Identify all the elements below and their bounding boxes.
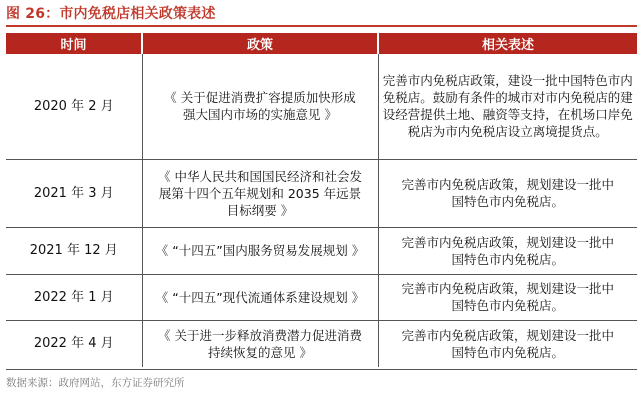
table-header-row [6,33,637,54]
description-cell: 完善市内免税店政策，规划建设一批中国特色市内免税店。 [378,159,637,227]
policy-cell: 《 “十四五”现代流通体系建设规划 》 [142,274,378,320]
time-cell: 2021 年 3 月 [6,159,142,227]
table-row [6,54,637,159]
time-cell: 2022 年 4 月 [6,320,142,367]
source-note: 数据来源：政府网站，东方证券研究所 [6,377,185,389]
policy-cell: 《 关于促进消费扩容提质加快形成强大国内市场的实施意见 》 [142,54,378,159]
policy-table [6,33,637,367]
table-row [6,227,637,274]
description-cell: 完善市内免税店政策，规划建设一批中国特色市内免税店。 [378,227,637,274]
table-row [6,159,637,227]
bottom-rule [6,369,637,370]
time-cell: 2020 年 2 月 [6,54,142,159]
figure-title: 图 26：市内免税店相关政策表述 [6,6,216,22]
header-description: 相关表述 [378,33,637,54]
time-cell: 2021 年 12 月 [6,227,142,274]
policy-cell: 《 “十四五”国内服务贸易发展规划 》 [142,227,378,274]
policy-cell: 《 关于进一步释放消费潜力促进消费持续恢复的意见 》 [142,320,378,367]
policy-cell: 《 中华人民共和国国民经济和社会发展第十四个五年规划和 2035 年远景目标纲要 》 [142,159,378,227]
table-row [6,274,637,320]
description-cell: 完善市内免税店政策，规划建设一批中国特色市内免税店。 [378,320,637,367]
header-policy: 政策 [142,33,378,54]
time-cell: 2022 年 1 月 [6,274,142,320]
description-cell: 完善市内免税店政策，建设一批中国特色市内免税店。鼓励有条件的城市对市内免税店的建设经营提供土地、融资等支持，在机场口岸免税店为市内免税店设立离境提货点。 [378,54,637,159]
header-time: 时间 [6,33,142,54]
table-row [6,320,637,367]
description-cell: 完善市内免税店政策，规划建设一批中国特色市内免税店。 [378,274,637,320]
title-rule [6,25,637,27]
